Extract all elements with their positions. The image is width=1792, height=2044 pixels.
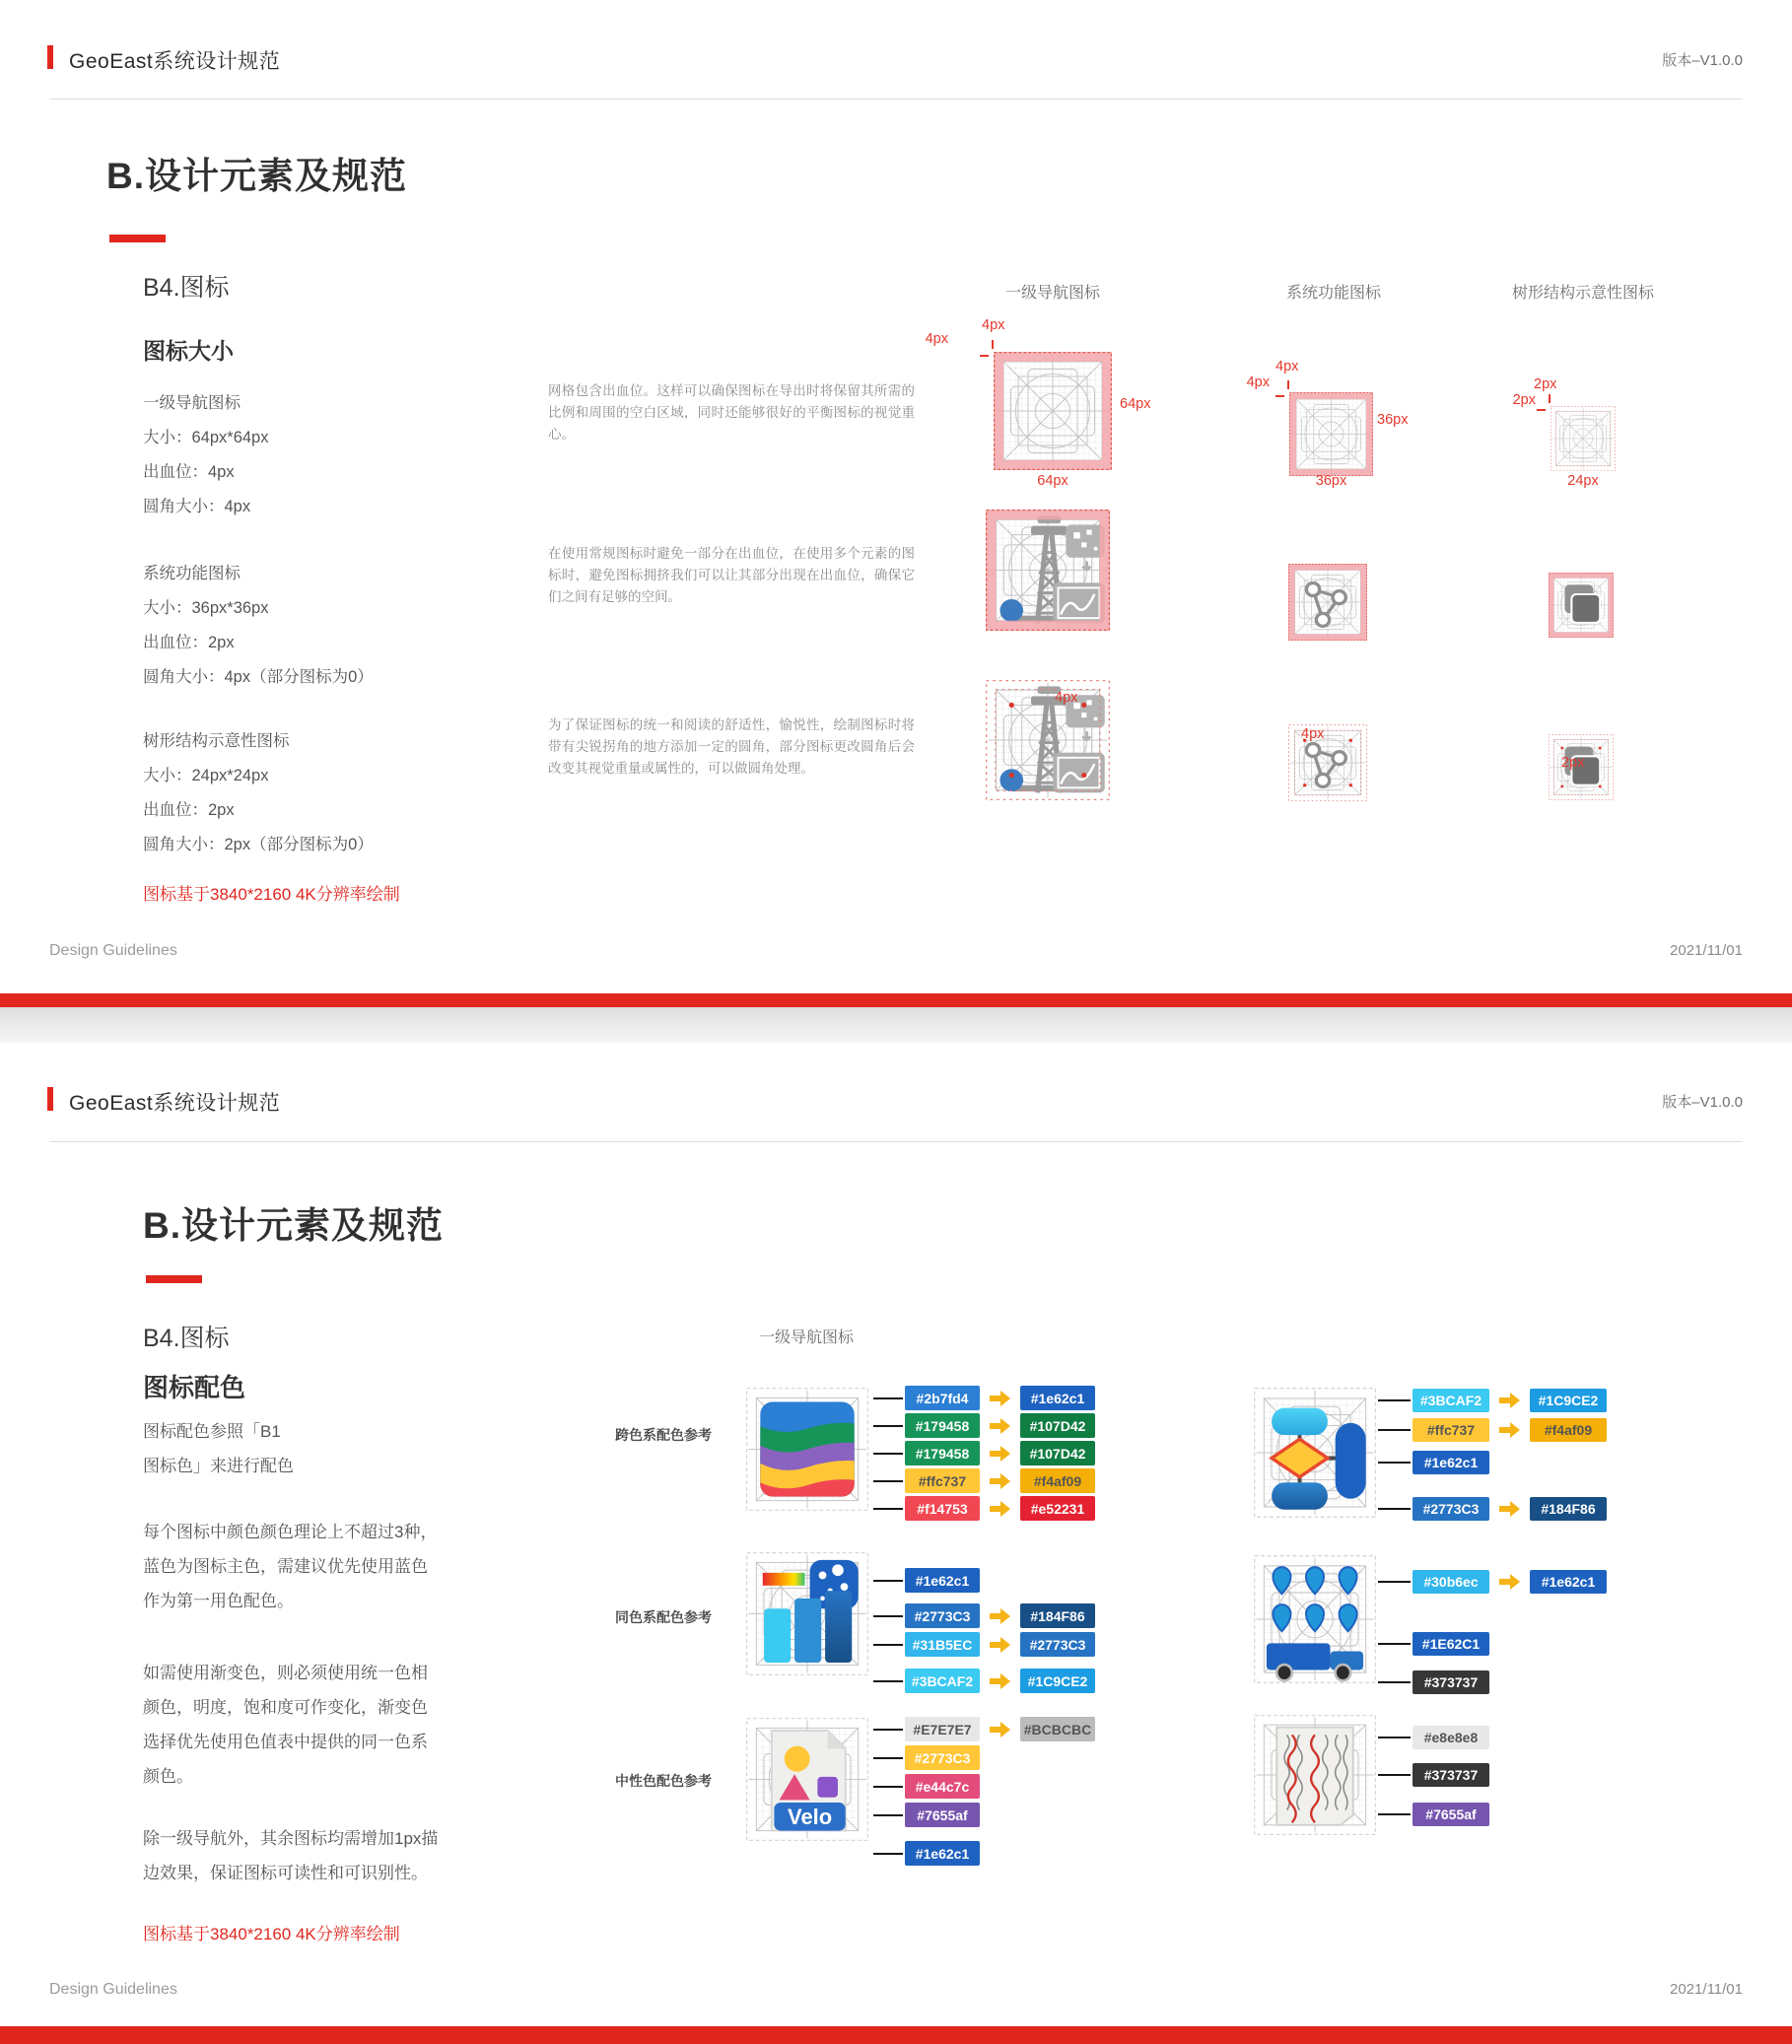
palette-row (873, 1413, 1095, 1438)
color-chip: #f14753 (905, 1496, 980, 1521)
icon-spec-block (143, 724, 374, 862)
spec-line: 圆角大小：2px（部分图标为0） (143, 836, 374, 853)
derrick-icon (986, 680, 1110, 800)
spec-line: 大小：64px*64px (143, 429, 269, 446)
rect (1086, 530, 1091, 535)
arrow-icon (987, 1501, 1012, 1517)
color-chip: #7655af (1413, 1803, 1489, 1826)
color-chip: #31B5EC (905, 1632, 980, 1657)
color-chip: #30b6ec (1413, 1570, 1489, 1594)
rect (1272, 1482, 1328, 1510)
node-icon (1288, 564, 1367, 641)
color-chip: #2773C3 (1413, 1497, 1489, 1521)
circle (1316, 774, 1329, 786)
measure-tick (1549, 394, 1551, 403)
header-divider (49, 1141, 1743, 1142)
paragraph-line: 作为第一用色配色。 (143, 1592, 294, 1610)
color-chip: #e44c7c (905, 1774, 980, 1799)
section-underline (109, 235, 166, 242)
column-header-primary-nav: 一级导航图标 (758, 1329, 854, 1346)
rect (1267, 1643, 1331, 1669)
color-chip: #179458 (905, 1441, 980, 1465)
spec-line: 出血位：4px (143, 463, 235, 481)
doc-title: GeoEast系统设计规范 (69, 50, 281, 73)
measure-tick (992, 340, 994, 349)
derrick-icon (986, 510, 1110, 631)
subsection-title: B4.图标 (143, 1325, 230, 1352)
color-chip: #2773C3 (905, 1745, 980, 1770)
dimension-label: 4px (1275, 359, 1299, 375)
connector-line (1378, 1508, 1411, 1510)
rect (794, 1599, 821, 1663)
section-title: B.设计元素及规范 (106, 156, 407, 196)
circle (1081, 703, 1086, 708)
circle (820, 1597, 825, 1601)
color-chip: #1C9CE2 (1530, 1389, 1607, 1412)
arrow-icon (987, 1637, 1012, 1653)
rect (817, 1777, 838, 1798)
arrow-icon (987, 1391, 1012, 1406)
color-chip: #f4af09 (1020, 1468, 1095, 1493)
svg (1254, 1388, 1376, 1518)
circle (1094, 547, 1098, 551)
spec-line: 圆角大小：4px（部分图标为0） (143, 668, 374, 686)
rect (1086, 700, 1091, 705)
color-paragraph (143, 1414, 294, 1483)
measure-tick (1287, 380, 1289, 389)
paragraph-line: 颜色，明度，饱和度可作变化，渐变色 (143, 1698, 428, 1717)
palette-row (873, 1745, 980, 1770)
dimension-label: 24px (1567, 473, 1599, 489)
palette-row (873, 1841, 980, 1866)
connector-line (1378, 1681, 1411, 1683)
arrow-icon (1496, 1422, 1522, 1438)
palette-row (1378, 1418, 1607, 1442)
resolution-note: 图标基于3840*2160 4K分辨率绘制 (143, 885, 400, 904)
resolution-note: 图标基于3840*2160 4K分辨率绘制 (143, 1925, 400, 1943)
circle (999, 599, 1023, 622)
connector-line (873, 1853, 903, 1855)
color-paragraph (143, 1656, 428, 1794)
rect (764, 1608, 791, 1663)
icon-column-header: 系统功能图标 (1285, 285, 1381, 302)
header-accent-bar (47, 45, 53, 69)
circle (1303, 784, 1306, 786)
palette-group-label: 中性色配色参考 (615, 1773, 712, 1789)
svg (1549, 573, 1614, 638)
connector-line (873, 1680, 903, 1682)
arrow-icon (987, 1673, 1012, 1689)
svg (1254, 1715, 1376, 1835)
connector-line (1378, 1774, 1411, 1776)
connector-line (873, 1425, 903, 1427)
icon-spec-block (143, 557, 374, 695)
circle (1349, 784, 1352, 786)
spec-line: 圆角大小：4px (143, 498, 251, 515)
grid-description-paragraph: 为了保证图标的统一和阅读的舒适性，愉悦性，绘制图标时将带有尖锐拐角的地方添加一定的圆角，部分图标更改圆角后会改变其视觉重量或属性的，可以做圆角处理。 (548, 717, 915, 776)
svg (1254, 1555, 1376, 1683)
palette-row (873, 1803, 980, 1827)
grid-description-paragraph: 在使用常规图标时避免一部分在出血位，在使用多个元素的图标时，避免图标拥挤我们可以让其部分出现在出血位，确保它们之间有足够的空间。 (548, 546, 915, 604)
color-chip: #ffc737 (905, 1468, 980, 1493)
node-icon (1288, 724, 1367, 801)
color-chip: #184F86 (1530, 1497, 1607, 1521)
connector-line (1378, 1462, 1411, 1464)
arrow-icon (1496, 1501, 1522, 1517)
palette-row (1378, 1389, 1607, 1412)
connector-line (873, 1786, 903, 1788)
circle (1336, 1665, 1351, 1680)
connector-line (1378, 1581, 1411, 1583)
connector-line (873, 1397, 903, 1399)
wave-art (760, 1401, 855, 1496)
page-1 (0, 0, 1792, 993)
color-chip: #373737 (1413, 1763, 1489, 1787)
color-chip: #107D42 (1020, 1441, 1095, 1465)
palette-row (873, 1717, 1095, 1741)
corner-radius-label: 4px (1055, 690, 1078, 706)
palette-row (1378, 1763, 1489, 1787)
icon-column-header: 树形结构示意性图标 (1511, 285, 1654, 302)
circle (1333, 591, 1345, 604)
dimension-label: 64px (1120, 396, 1151, 412)
rect (825, 1591, 852, 1663)
paragraph-line: 蓝色为图标主色，需建议优先使用蓝色 (143, 1557, 428, 1576)
color-chip: #ffc737 (1413, 1418, 1489, 1442)
paragraph-line: 选择优先使用色值表中提供的同一色系 (143, 1733, 428, 1751)
footer-right: 2021/11/01 (1670, 942, 1743, 959)
circle (1316, 613, 1329, 626)
page-gap (0, 1007, 1792, 1043)
svg (1289, 392, 1373, 476)
connector-line (1378, 1399, 1411, 1401)
dimension-label: 2px (1512, 392, 1536, 408)
color-chip: #2773C3 (905, 1603, 980, 1628)
connector-line (873, 1644, 903, 1646)
svg (746, 1552, 868, 1675)
circle (1333, 752, 1345, 765)
doc-title: GeoEast系统设计规范 (69, 1092, 281, 1115)
rect (1066, 524, 1104, 557)
circle (1009, 703, 1014, 708)
connector-line (1378, 1429, 1411, 1431)
section-underline (146, 1275, 202, 1283)
version-label: 版本–V1.0.0 (1662, 1094, 1743, 1111)
chart-art (763, 1560, 859, 1663)
g (997, 355, 1110, 468)
rect (1081, 542, 1086, 547)
g (1551, 407, 1614, 469)
spec-line: 出血位：2px (143, 801, 235, 819)
circle (1306, 583, 1319, 596)
spec-title: 树形结构示意性图标 (143, 732, 290, 750)
rect (1571, 594, 1600, 623)
palette-row (1378, 1726, 1489, 1749)
footer-right: 2021/11/01 (1670, 1981, 1743, 1998)
seismic-icon (1254, 1715, 1376, 1835)
circle (1081, 773, 1086, 778)
arrow-icon (987, 1722, 1012, 1737)
connector-line (873, 1480, 903, 1482)
palette-row (873, 1386, 1095, 1410)
palette-group-label: 跨色系配色参考 (615, 1427, 712, 1443)
connector-line (873, 1580, 903, 1582)
palette-row (1378, 1451, 1489, 1474)
color-chip: #2b7fd4 (905, 1386, 980, 1410)
bottom-accent-bar (0, 2026, 1792, 2044)
connector-line (873, 1814, 903, 1816)
arrow-icon (987, 1446, 1012, 1462)
svg (1288, 564, 1367, 641)
icon-column-header: 一级导航图标 (1004, 285, 1100, 302)
header-accent-bar (47, 1087, 53, 1111)
color-chip: #1C9CE2 (1020, 1669, 1095, 1693)
arrow-icon (1496, 1574, 1522, 1590)
spec-line: 大小：36px*36px (143, 599, 269, 617)
color-chip: #1e62c1 (905, 1841, 980, 1866)
arrow-icon (987, 1473, 1012, 1489)
flow-art (1272, 1408, 1366, 1510)
dimension-label: 36px (1315, 473, 1347, 489)
page-2 (0, 1043, 1792, 2026)
palette-row (1378, 1497, 1607, 1521)
palette-row (1378, 1632, 1489, 1656)
circle (841, 1583, 849, 1591)
rect (1031, 526, 1068, 535)
paragraph-line: 除一级导航外，其余图标均需增加1px描 (143, 1829, 439, 1848)
color-chip: #373737 (1413, 1670, 1489, 1694)
circle (832, 1564, 844, 1576)
color-chip: #1e62c1 (1020, 1386, 1095, 1410)
footer-left: Design Guidelines (49, 942, 177, 959)
circle (1009, 773, 1014, 778)
spec-title: 一级导航图标 (143, 394, 241, 412)
color-chip: #1e62c1 (905, 1568, 980, 1593)
subsection-title: B4.图标 (143, 274, 230, 302)
color-chip: #e52231 (1020, 1496, 1095, 1521)
color-chip: #e8e8e8 (1413, 1726, 1489, 1749)
palette-row (1378, 1803, 1489, 1826)
circle (999, 769, 1023, 791)
paragraph-line: 边效果，保证图标可读性和可识别性。 (143, 1864, 428, 1882)
connector-line (873, 1729, 903, 1731)
measure-tick (980, 355, 989, 357)
palette-row (1378, 1670, 1489, 1694)
svg (994, 352, 1112, 470)
truck-art (1267, 1567, 1363, 1680)
svg (1288, 724, 1367, 801)
keyline-grid (1551, 406, 1616, 471)
keyline-grid (1289, 392, 1373, 476)
dimension-label: 36px (1377, 412, 1409, 428)
paragraph-line: 图标配色参照「B1 (143, 1422, 281, 1441)
palette-row (873, 1774, 980, 1799)
footer-left: Design Guidelines (49, 1981, 177, 1998)
color-chip: #3BCAF2 (905, 1669, 980, 1693)
circle (1306, 744, 1319, 757)
velo-art (772, 1731, 846, 1831)
rect (1336, 1423, 1366, 1499)
truck-icon (1254, 1555, 1376, 1683)
svg (746, 1718, 868, 1841)
color-chip: #179458 (905, 1413, 980, 1438)
paragraph-line: 图标色」来进行配色 (143, 1457, 294, 1475)
seismic-art (1276, 1728, 1353, 1825)
section-title: B.设计元素及规范 (143, 1205, 444, 1246)
grid-description-paragraph: 网格包含出血位。这样可以确保图标在导出时将保留其所需的比例和周围的空白区域，同时还能够很好的平衡图标的视觉重心。 (548, 383, 915, 442)
circle (1560, 785, 1563, 788)
page-divider-bar (0, 993, 1792, 1007)
layers-icon (1549, 573, 1614, 638)
svg (1551, 406, 1616, 471)
chart-icon (746, 1552, 868, 1675)
circle (1560, 747, 1563, 750)
color-paragraph (143, 1821, 438, 1890)
rect (1073, 532, 1080, 538)
color-chip: #f4af09 (1530, 1418, 1607, 1442)
circle (1599, 747, 1602, 750)
rect (763, 1573, 805, 1586)
connector-line (873, 1508, 903, 1510)
paragraph-line: 颜色。 (143, 1767, 193, 1786)
color-paragraph (143, 1515, 437, 1618)
flow-icon (1254, 1388, 1376, 1518)
rect (1053, 753, 1105, 793)
connector-line (1378, 1737, 1411, 1738)
color-chip: #184F86 (1020, 1603, 1095, 1628)
measure-tick (1537, 409, 1546, 411)
palette-row (873, 1441, 1095, 1465)
velo-icon (746, 1718, 868, 1841)
header-divider (49, 99, 1743, 100)
connector-line (873, 1615, 903, 1617)
corner-radius-label: 4px (1301, 726, 1325, 742)
rect (1272, 1408, 1328, 1436)
palette-row (873, 1568, 980, 1593)
rect (1081, 713, 1086, 717)
palette-row (873, 1669, 1095, 1693)
svg (746, 1388, 868, 1511)
circle (819, 1572, 827, 1580)
arrow-icon (987, 1608, 1012, 1624)
connector-line (1378, 1643, 1411, 1645)
version-label: 版本–V1.0.0 (1662, 52, 1743, 69)
spec-line: 出血位：2px (143, 634, 235, 651)
g (1290, 566, 1366, 640)
palette-row (873, 1603, 1095, 1628)
circle (1276, 1665, 1292, 1680)
palette-group-label: 同色系配色参考 (615, 1609, 712, 1625)
dimension-label: 64px (1037, 473, 1068, 489)
palette-row (873, 1468, 1095, 1493)
svg (986, 680, 1110, 800)
icon-spec-block (143, 386, 268, 524)
paragraph-line: 每个图标中颜色颜色理论上不超过3种， (143, 1523, 438, 1541)
color-chip: #E7E7E7 (905, 1717, 980, 1741)
dimension-label: 4px (925, 331, 948, 347)
rect (1053, 582, 1105, 623)
circle (1599, 785, 1602, 788)
circle (1094, 716, 1098, 720)
connector-line (1378, 1813, 1411, 1815)
arrow-icon (1496, 1393, 1522, 1408)
connector-line (873, 1453, 903, 1455)
keyline-grid (994, 352, 1112, 470)
arrow-icon (987, 1418, 1012, 1434)
g (1291, 394, 1371, 474)
palette-row (1378, 1570, 1607, 1594)
measure-tick (1275, 395, 1284, 397)
spec-line: 大小：24px*24px (143, 767, 269, 784)
color-chip: #1E62C1 (1413, 1632, 1489, 1656)
connector-line (873, 1757, 903, 1759)
paragraph-line: 如需使用渐变色，则必须使用统一色相 (143, 1664, 428, 1682)
color-chip: #2773C3 (1020, 1632, 1095, 1657)
color-chip: #BCBCBC (1020, 1717, 1095, 1741)
circle (1349, 739, 1352, 742)
velo-wordmark: Velo (788, 1804, 833, 1830)
dimension-label: 4px (1246, 375, 1270, 390)
dimension-label: 4px (982, 317, 1005, 333)
palette-row (873, 1496, 1095, 1521)
corner-radius-label: 2px (1561, 755, 1585, 771)
color-chip: #7655af (905, 1803, 980, 1827)
color-chip: #3BCAF2 (1413, 1389, 1489, 1412)
color-chip: #1e62c1 (1530, 1570, 1607, 1594)
icon-color-heading: 图标配色 (143, 1373, 246, 1402)
color-chip: #1e62c1 (1413, 1451, 1489, 1474)
color-chip: #107D42 (1020, 1413, 1095, 1438)
wave-icon (746, 1388, 868, 1511)
dimension-label: 2px (1534, 376, 1557, 392)
svg (986, 510, 1110, 631)
circle (785, 1746, 810, 1772)
palette-row (873, 1632, 1095, 1657)
spec-title: 系统功能图标 (143, 565, 241, 582)
icon-size-heading: 图标大小 (143, 338, 234, 364)
